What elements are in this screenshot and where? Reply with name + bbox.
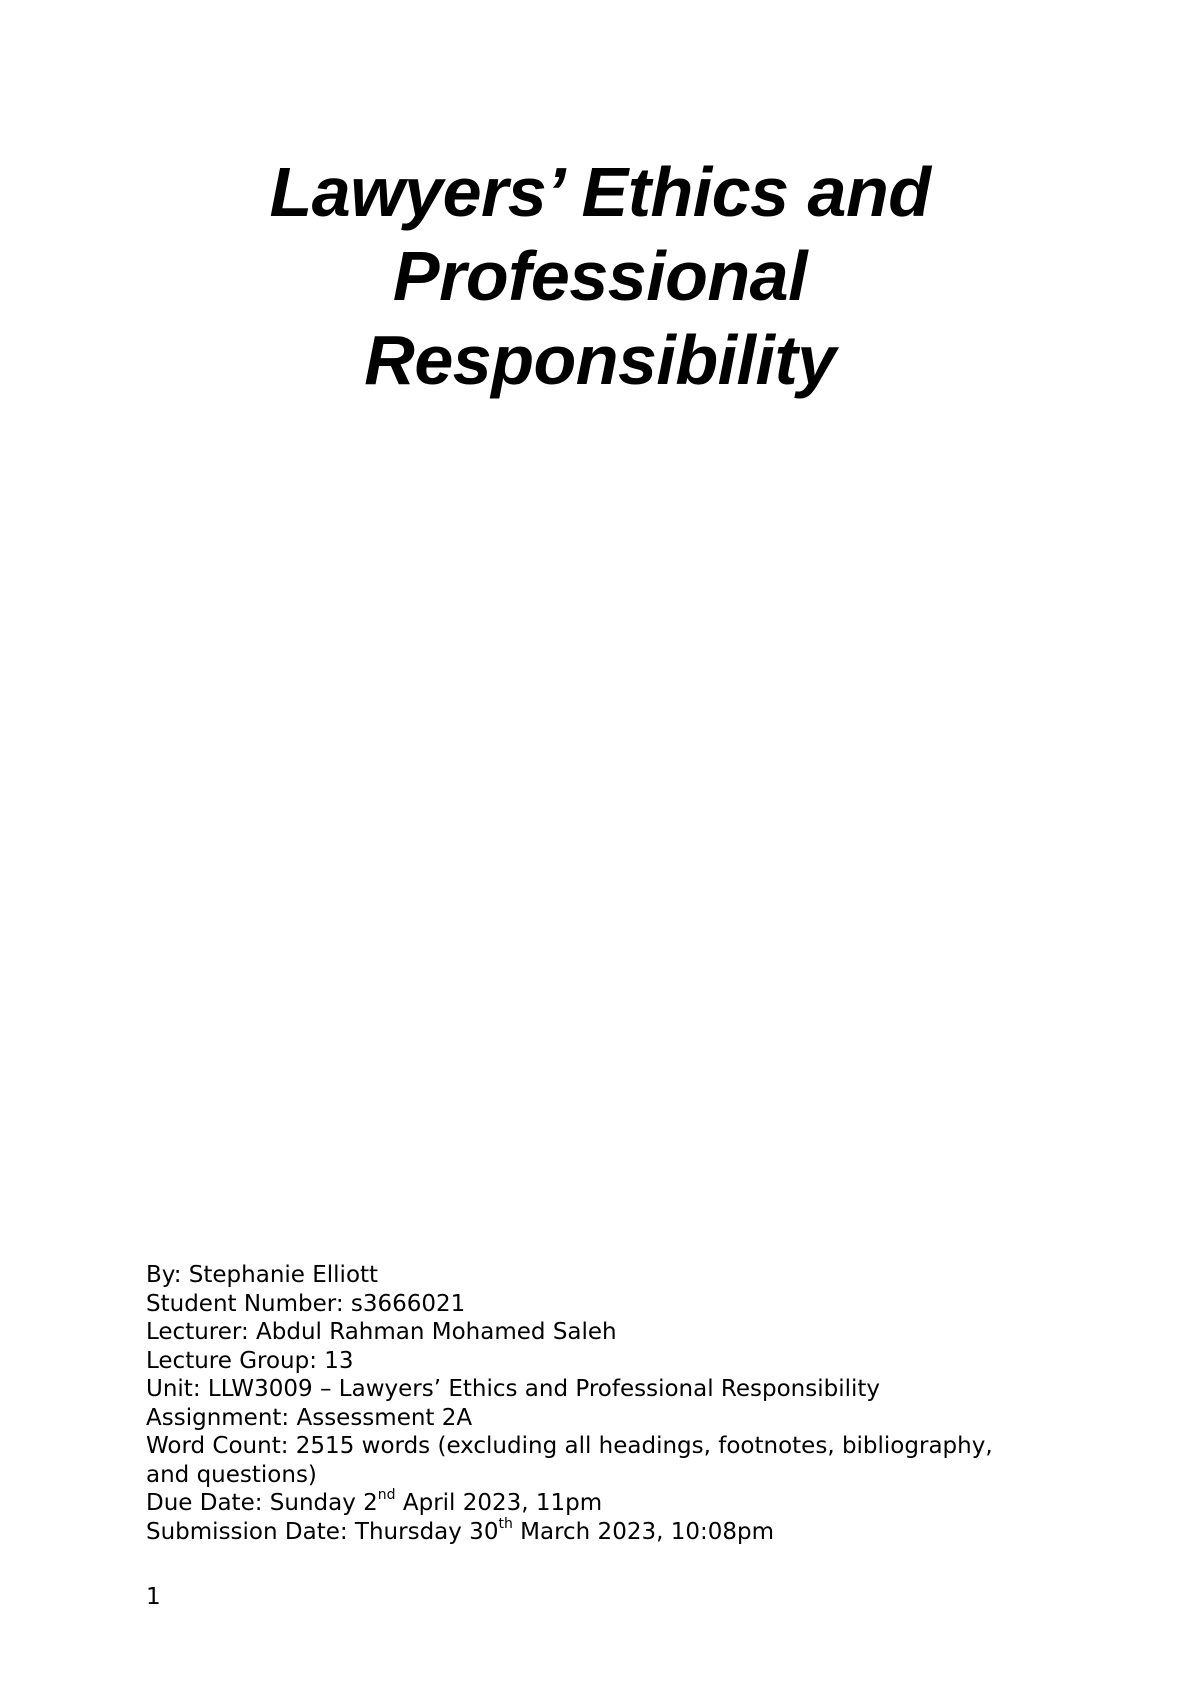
submission-date-suffix: March 2023, 10:08pm (512, 1518, 775, 1545)
lecturer-line: Lecturer: Abdul Rahman Mohamed Saleh (146, 1319, 617, 1345)
title-line: Lawyers’ Ethics and (269, 153, 931, 231)
due-date-line (146, 1489, 1096, 1518)
due-date-prefix: Due Date: Sunday 2 (146, 1490, 378, 1516)
author-line: By: Stephanie Elliott (146, 1262, 379, 1288)
assignment-line: Assignment: Assessment 2A (146, 1404, 473, 1431)
document-title (150, 150, 1050, 402)
student-number-line: Student Number: s3666021 (146, 1290, 466, 1317)
submission-date-prefix: Submission Date: Thursday 30 (146, 1518, 499, 1545)
due-date-ordinal: nd (377, 1487, 396, 1504)
submission-date-ordinal: th (498, 1515, 513, 1532)
submission-date-line (146, 1515, 1096, 1547)
word-count-line-continued: and questions) (146, 1461, 317, 1488)
unit-line: Unit: LLW3009 – Lawyers’ Ethics and Professional Responsibility (146, 1376, 881, 1402)
due-date-suffix: April 2023, 11pm (395, 1490, 603, 1516)
title-line: Professional (392, 237, 808, 315)
word-count-line: Word Count: 2515 words (excluding all headings, footnotes, bibliography, (146, 1433, 993, 1459)
title-line: Responsibility (364, 321, 836, 399)
submission-details (146, 1261, 1096, 1546)
page-number: 1 (146, 1584, 161, 1610)
lecture-group-line: Lecture Group: 13 (146, 1347, 354, 1374)
